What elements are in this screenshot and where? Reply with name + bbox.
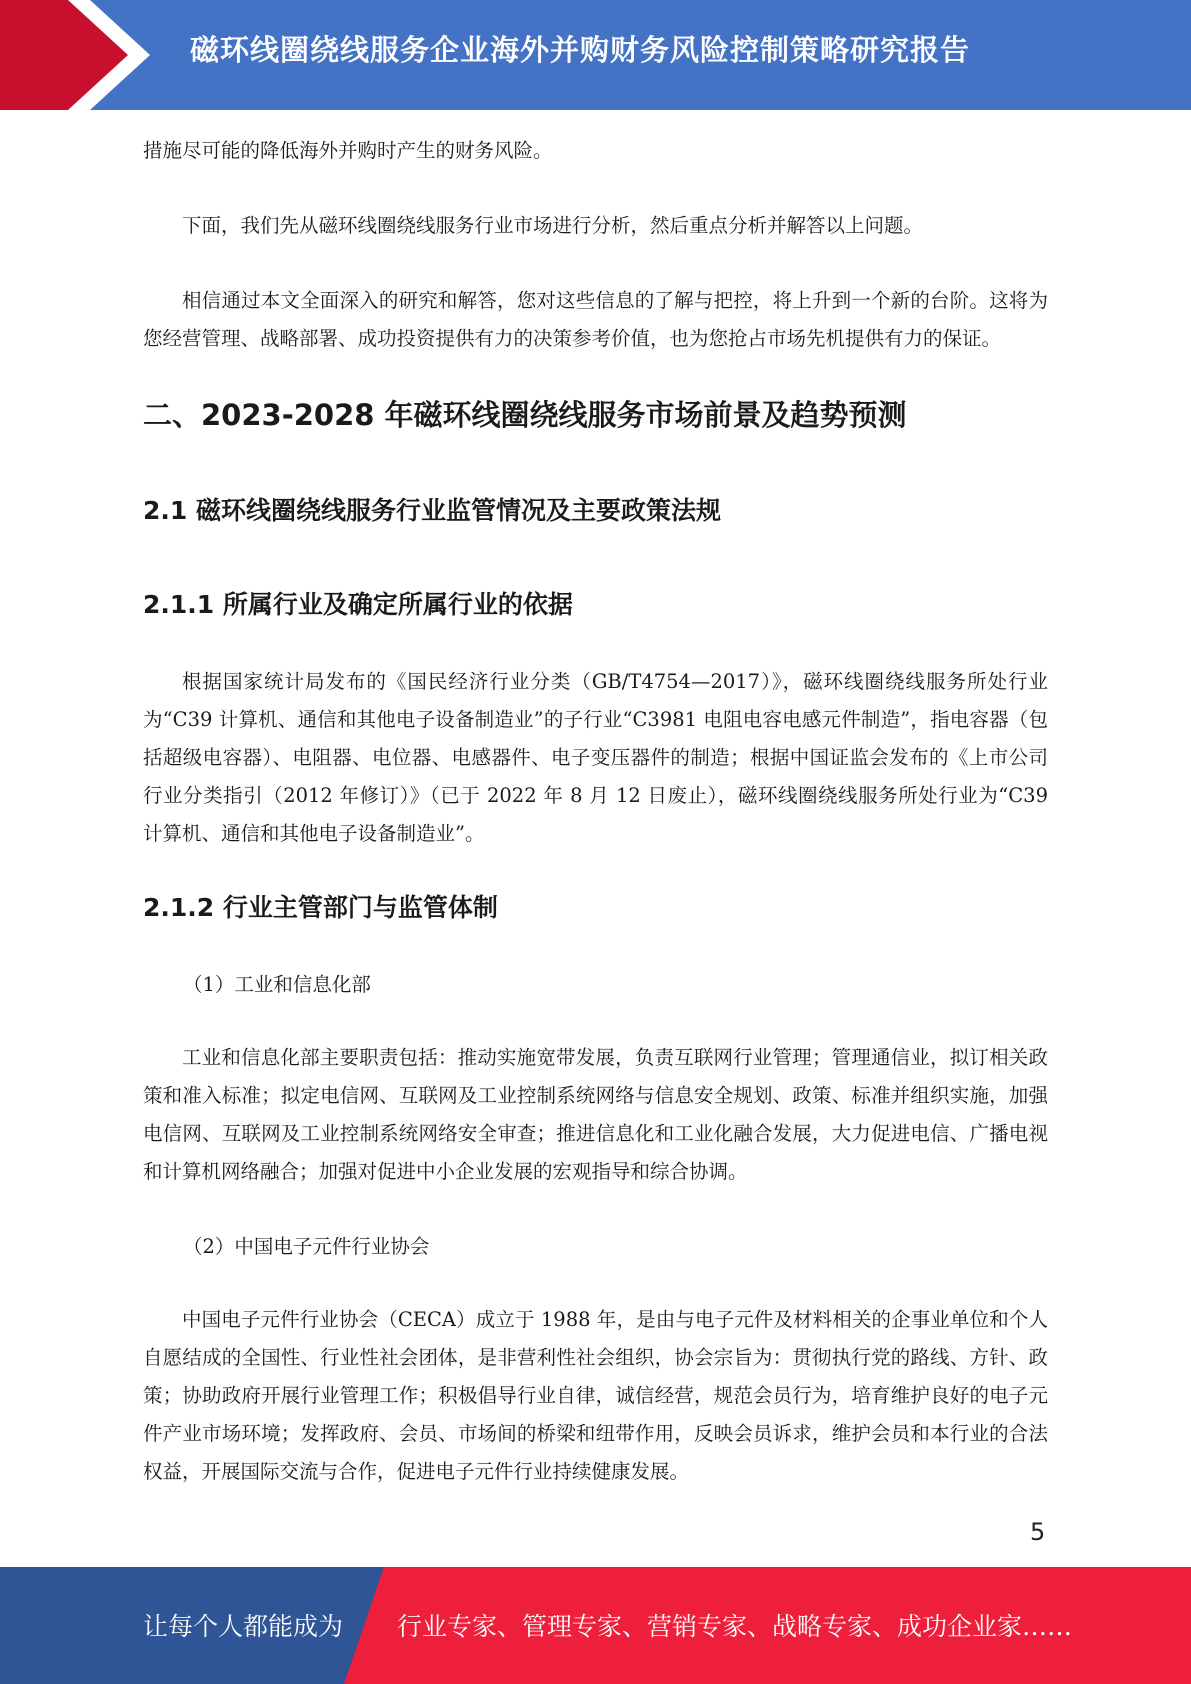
list-item-miit: （1）工业和信息化部 (183, 973, 371, 996)
paragraph-intro-continued: 措施尽可能的降低海外并购时产生的财务风险。 (143, 139, 553, 162)
list-item-ceca: （2）中国电子元件行业协会 (183, 1235, 430, 1258)
report-title: 磁环线圈绕线服务企业海外并购财务风险控制策略研究报告 (190, 33, 971, 67)
paragraph-miit-duties: 工业和信息化部主要职责包括：推动实施宽带发展，负责互联网行业管理；管理通信业，拟订相关政策和准入标准；拟定电信网、互联网及工业控制系统网络与信息安全规划、政策、标准并组织实施，加强电信网、互联网及工业控制系统网络安全审查；推进信息化和工业化融合发展，大力促进电信、广播电视和计算机网络融合；加强对促进中小企业发展的宏观指导和综合协调。 (143, 1046, 1048, 1183)
subsection-heading-2-1-1: 2.1.1 所属行业及确定所属行业的依据 (143, 590, 573, 619)
paragraph-ceca: 中国电子元件行业协会（CECA）成立于 1988 年，是由与电子元件及材料相关的企事业单位和个人自愿结成的全国性、行业性社会团体，是非营利性社会组织，协会宗旨为：贯彻执行党的路线、方针、政策；协助政府开展行业管理工作；积极倡导行业自律，诚信经营，规范会员行为，培育维护良好的电子元件产业市场环境；发挥政府、会员、市场间的桥梁和纽带作用，反映会员诉求，维护会员和本行业的合法权益，开展国际交流与合作，促进电子元件行业持续健康发展。 (143, 1308, 1048, 1483)
footer-slogan-left: 让每个人都能成为 (143, 1612, 344, 1641)
subsection-heading-2-1: 2.1 磁环线圈绕线服务行业监管情况及主要政策法规 (143, 496, 721, 525)
footer-slogan-right: 行业专家、管理专家、营销专家、战略专家、成功企业家…… (397, 1612, 1073, 1641)
document-body (143, 132, 1048, 1528)
subsection-heading-2-1-2: 2.1.2 行业主管部门与监管体制 (143, 893, 498, 922)
section-heading-2: 二、2023-2028 年磁环线圈绕线服务市场前景及趋势预测 (143, 398, 907, 432)
page-number: 5 (1030, 1518, 1046, 1546)
paragraph-next-steps: 下面，我们先从磁环线圈绕线服务行业市场进行分析，然后重点分析并解答以上问题。 (182, 214, 924, 237)
page-footer (0, 1567, 1191, 1684)
page-header (0, 0, 1191, 110)
paragraph-value-statement: 相信通过本文全面深入的研究和解答，您对这些信息的了解与把控，将上升到一个新的台阶。这将为您经营管理、战略部署、成功投资提供有力的决策参考价值，也为您抢占市场先机提供有力的保证。 (143, 289, 1048, 350)
paragraph-industry-classification: 根据国家统计局发布的《国民经济行业分类（GB/T4754—2017）》，磁环线圈绕线服务所处行业为“C39 计算机、通信和其他电子设备制造业”的子行业“C3981 电阻电容电感元件制造”，指电容器（包括超级电容器）、电阻器、电位器、电感器件、电子变压器件的制造；根据中国证监会发布的《上市公司行业分类指引（2012 年修订）》（已于 2022 年 8 月 12 日废止），磁环线圈绕线服务所处行业为“C39 计算机、通信和其他电子设备制造业”。 (143, 670, 1048, 845)
